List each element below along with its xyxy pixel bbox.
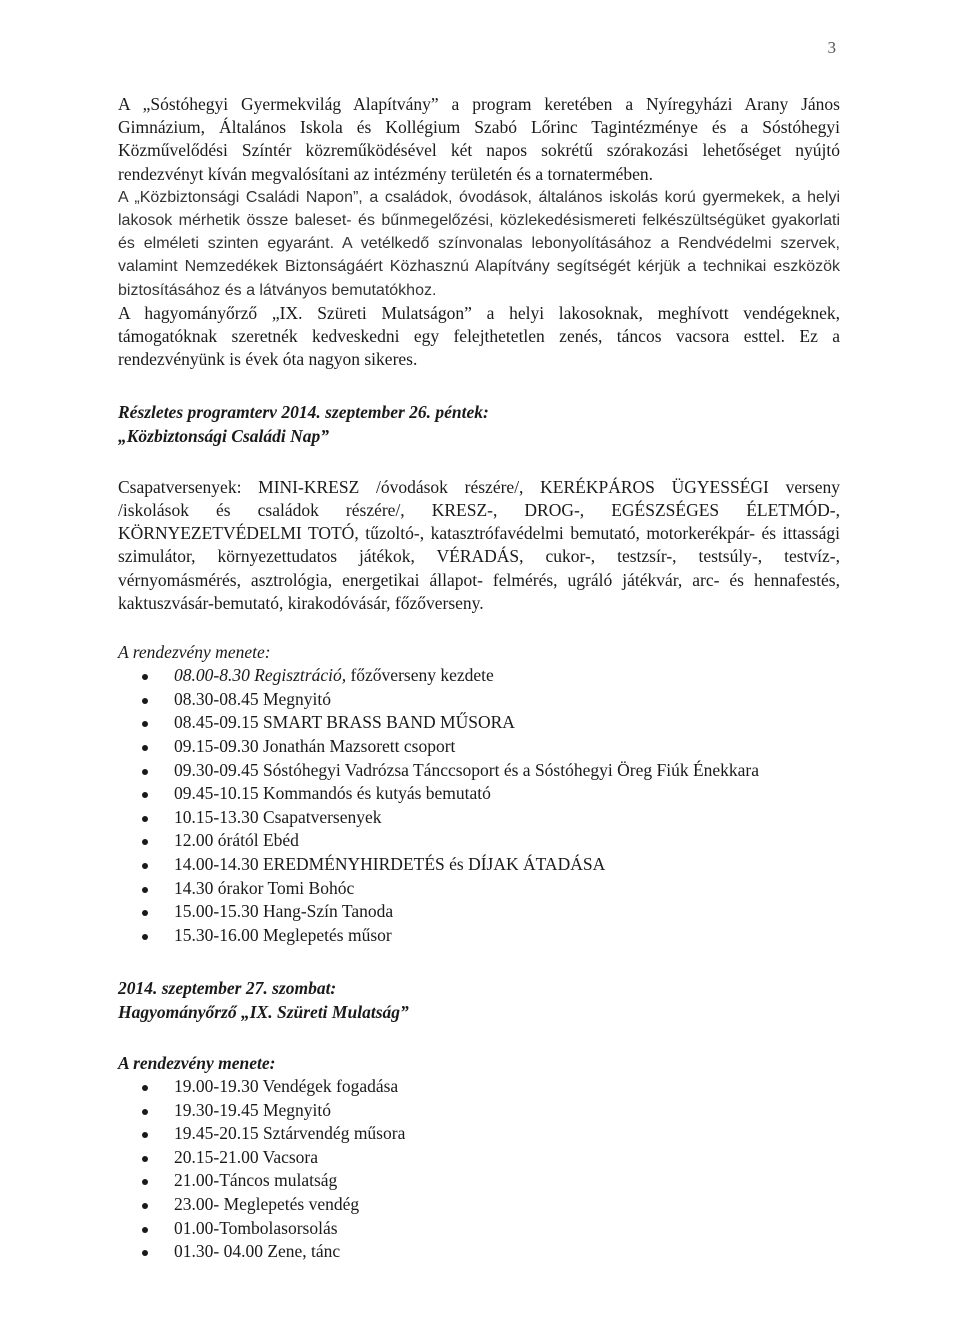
document-body [118, 93, 840, 1264]
schedule-item: 23.00- Meglepetés vendég [118, 1193, 840, 1217]
schedule-item-italic: 08.00-8.30 Regisztráció, [174, 665, 347, 686]
intro-paragraph-1: A „Sóstóhegyi Gyermekvilág Alapítvány” a program keretében a Nyíregyházi Arany János Gimnázium, Általános Iskola és Kollégium Szabó Lőrinc Tagintézménye és a Sóstóhegyi Közművelődési Színtér közreműködésével két napos sokrétű szórakozási lehetőséget nyújtó rendezvényt kíván megvalósítani az intézmény területén és a tornatermében. [118, 94, 840, 184]
schedule-item: 10.15-13.30 Csapatversenyek [118, 806, 840, 830]
schedule-item: 14.00-14.30 EREDMÉNYHIRDETÉS és DÍJAK ÁTADÁSA [118, 853, 840, 877]
schedule-item: 08.30-08.45 Megnyitó [118, 688, 840, 712]
schedule-item: 19.30-19.45 Megnyitó [118, 1099, 840, 1123]
day1-subtitle: „Közbiztonsági Családi Nap” [118, 425, 330, 446]
day2-menete-label: A rendezvény menete: [118, 1052, 276, 1073]
day2-schedule-list [118, 1075, 840, 1264]
schedule-item: 09.30-09.45 Sóstóhegyi Vadrózsa Tánccsoport és a Sóstóhegyi Öreg Fiúk Énekkara [118, 759, 840, 783]
schedule-item: 09.15-09.30 Jonathán Mazsorett csoport [118, 735, 840, 759]
day1-menete-label: A rendezvény menete: [118, 642, 271, 663]
schedule-item: 15.00-15.30 Hang-Szín Tanoda [118, 900, 840, 924]
schedule-item: 15.30-16.00 Meglepetés műsor [118, 924, 840, 948]
schedule-item: 09.45-10.15 Kommandós és kutyás bemutató [118, 782, 840, 806]
schedule-item: 19.00-19.30 Vendégek fogadása [118, 1075, 840, 1099]
day1-schedule-list [118, 664, 840, 947]
schedule-item: 21.00-Táncos mulatság [118, 1169, 840, 1193]
schedule-item-rest: főzőverseny kezdete [346, 665, 494, 686]
schedule-item: 14.30 órakor Tomi Bohóc [118, 877, 840, 901]
day1-title: Részletes programterv 2014. szeptember 26. péntek: [118, 402, 489, 423]
schedule-item: 19.45-20.15 Sztárvendég műsora [118, 1122, 840, 1146]
day2-title: 2014. szeptember 27. szombat: [118, 978, 337, 999]
schedule-item: 01.00-Tombolasorsolás [118, 1217, 840, 1241]
day2-subtitle: Hagyományőrző „IX. Szüreti Mulatság” [118, 1001, 409, 1022]
schedule-item: 08.45-09.15 SMART BRASS BAND MŰSORA [118, 711, 840, 735]
schedule-item: 01.30- 04.00 Zene, tánc [118, 1240, 840, 1264]
schedule-item: 20.15-21.00 Vacsora [118, 1146, 840, 1170]
page-number: 3 [827, 38, 836, 57]
day1-description: Csapatversenyek: MINI-KRESZ /óvodások részére/, KERÉKPÁROS ÜGYESSÉGI verseny /iskolások és családok részére/, KRESZ-, DROG-, EGÉSZSÉGES ÉLETMÓD-, KÖRNYEZETVÉDELMI TOTÓ, tűzoltó-, katasztrófavédelmi bemutató, motorkerékpár- és ittassági szimulátor, környezettudatos játékok, VÉRADÁS, cukor-, testzsír-, testsúly-, testvíz-, vérnyomásmérés, asztrológia, energetikai állapot- felmérés, ugráló játékvár, arc- és hennafestés, kaktuszvásár-bemutató, kirakodóvásár, főzőverseny. [118, 476, 840, 613]
intro-paragraph-3: A hagyományőrző „IX. Szüreti Mulatságon” a helyi lakosoknak, meghívott vendégeknek, támogatóknak szeretnék kedveskedni egy felejthetetlen zenés, táncos vacsora esttel. Ez a rendezvényünk is évek óta nagyon sikeres. [118, 302, 840, 370]
schedule-item: 12.00 órától Ebéd [118, 829, 840, 853]
schedule-item [118, 664, 840, 688]
intro-paragraph-2: A „Közbiztonsági Családi Napon”, a családok, óvodások, általános iskolás korú gyermekek, a helyi lakosok mérhetik össze baleset- és bűnmegelőzési, közlekedésismereti felkészültségüket gyakorlati és elméleti szinten egyaránt. A vetélkedő színvonalas lebonyolításához a Rendvédelmi szervek, valamint Nemzedékek Biztonságáért Közhasznú Alapítvány segítségét kérjük a technikai eszközök biztosításához és a látványos bemutatókhoz. [118, 188, 840, 299]
